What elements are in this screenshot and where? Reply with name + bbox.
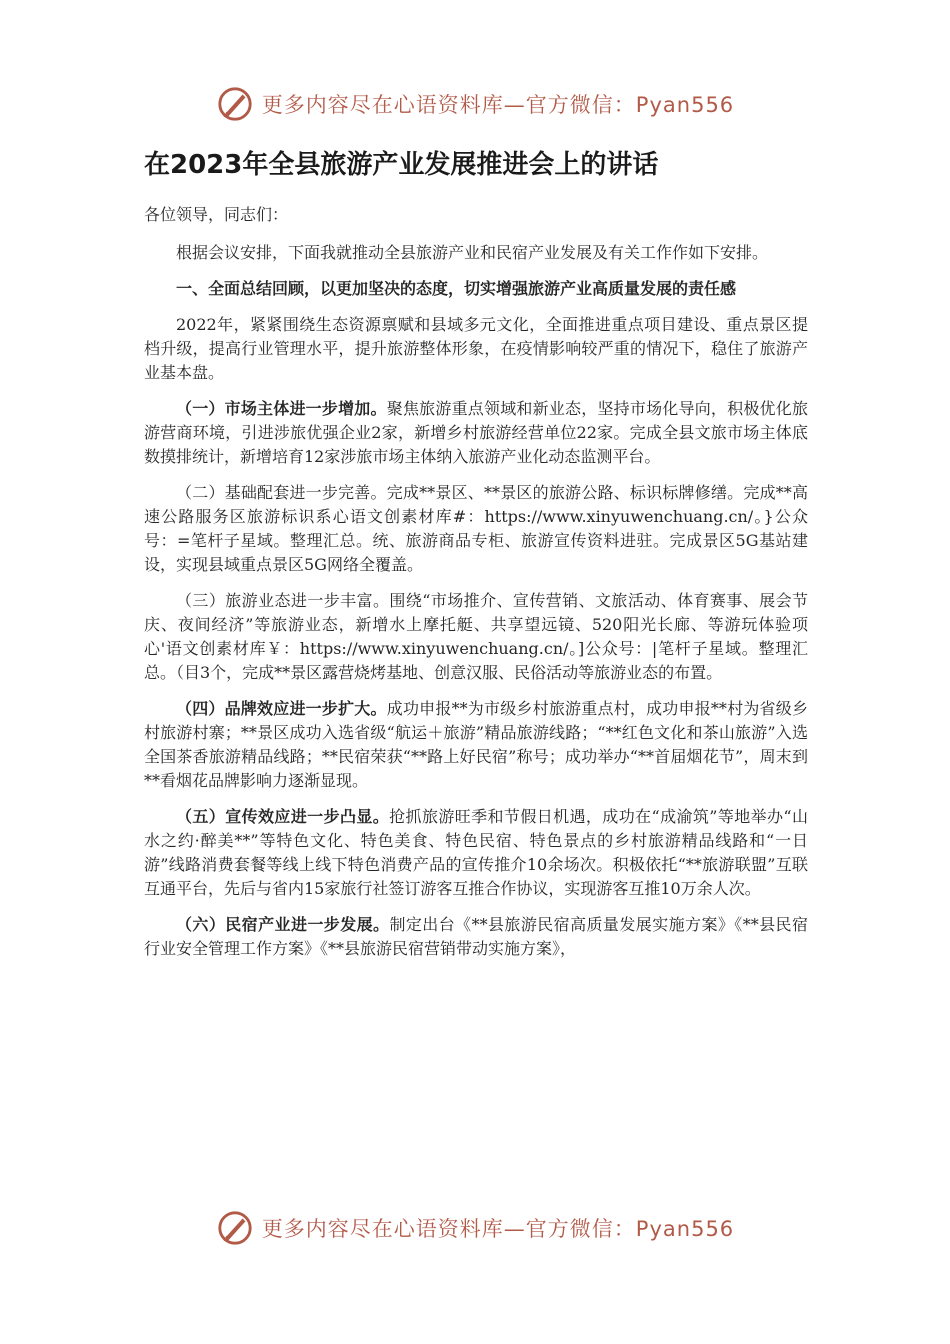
document-page bbox=[144, 148, 808, 973]
item-text: 制定出台《**县旅游民宿高质量发展实施方案》《**县民宿行业安全管理工作方案》《**县旅游民宿营销带动实施方案》， bbox=[144, 915, 808, 959]
item-lead: （四）品牌效应进一步扩大。 bbox=[176, 699, 387, 719]
item-lead: （五）宣传效应进一步凸显。 bbox=[176, 807, 390, 827]
item-lead: （六）民宿产业进一步发展。 bbox=[176, 915, 390, 935]
item-paragraph bbox=[144, 913, 808, 961]
section-body: 2022年，紧紧围绕生态资源禀赋和县域多元文化，全面推进重点项目建设、重点景区提档升级，提高行业管理水平，提升旅游整体形象，在疫情影响较严重的情况下，稳住了旅游产业基本盘。 bbox=[144, 315, 808, 383]
item-lead: （一）市场主体进一步增加。 bbox=[176, 399, 387, 419]
item-paragraph bbox=[144, 481, 808, 577]
item-text: 抢抓旅游旺季和节假日机遇，成功在“成渝筑”等地举办“山水之约·醉美**”等特色文化、特色美食、特色民宿、特色景点的乡村旅游精品线路和“一日游”线路消费套餐等线上线下特色消费产品的宣传推介10余场次。积极依托“**旅游联盟”互联互通平台，先后与省内15家旅行社签订游客互推合作协议，实现游客互推10万余人次。 bbox=[144, 807, 808, 899]
item-paragraph bbox=[144, 589, 808, 685]
footer-banner bbox=[0, 1206, 950, 1250]
item-text: 聚焦旅游重点领域和新业态，坚持市场化导向，积极优化旅游营商环境，引进涉旅优强企业2家，新增乡村旅游经营单位22家。完成全县文旅市场主体底数摸排统计，新增培育12家涉旅市场主体纳入旅游产业化动态监测平台。 bbox=[144, 399, 808, 467]
item-paragraph bbox=[144, 697, 808, 793]
item-paragraph bbox=[144, 397, 808, 469]
item-paragraph bbox=[144, 805, 808, 901]
section-heading: 一、全面总结回顾，以更加坚决的态度，切实增强旅游产业高质量发展的责任感 bbox=[176, 279, 737, 299]
item-text: （二）基础配套进一步完善。完成**景区、**景区的旅游公路、标识标牌修缮。完成**高速公路服务区旅游标识系心语文创素材库#：https://www.xinyuwenchuang.cn/。}公众号：=笔杆子星域。整理汇总。统、旅游商品专柜、旅游宣传资料进驻。完成景区5G基站建设，实现县域重点景区5G网络全覆盖。 bbox=[144, 483, 808, 575]
pen-logo-icon bbox=[216, 1209, 254, 1247]
salutation: 各位领导，同志们： bbox=[144, 205, 289, 225]
item-text: （三）旅游业态进一步丰富。围绕“市场推介、宣传营销、文旅活动、体育赛事、展会节庆、夜间经济”等旅游业态，新增水上摩托艇、共享望远镜、520阳光长廊、等游玩体验项心'语文创素材库￥：https://www.xinyuwenchuang.cn/。]公众号：|笔杆子星域。整理汇总。（目3个，完成**景区露营烧烤基地、创意汉服、民俗活动等旅游业态的布置。 bbox=[144, 591, 808, 683]
pen-logo-icon bbox=[216, 85, 254, 123]
header-banner bbox=[0, 82, 950, 126]
banner-text: 更多内容尽在心语资料库—官方微信：Pyan556 bbox=[261, 1217, 735, 1241]
document-title: 在2023年全县旅游产业发展推进会上的讲话 bbox=[144, 150, 659, 180]
intro-paragraph: 根据会议安排，下面我就推动全县旅游产业和民宿产业发展及有关工作作如下安排。 bbox=[176, 243, 769, 263]
banner-text: 更多内容尽在心语资料库—官方微信：Pyan556 bbox=[261, 93, 735, 117]
item-text: 成功申报**为市级乡村旅游重点村，成功申报**村为省级乡村旅游村寨；**景区成功入选省级“航运＋旅游”精品旅游线路；“**红色文化和茶山旅游”入选全国茶香旅游精品线路；**民宿荣获“**路上好民宿”称号；成功举办“**首届烟花节”，周末到**看烟花品牌影响力逐渐显现。 bbox=[144, 699, 808, 791]
